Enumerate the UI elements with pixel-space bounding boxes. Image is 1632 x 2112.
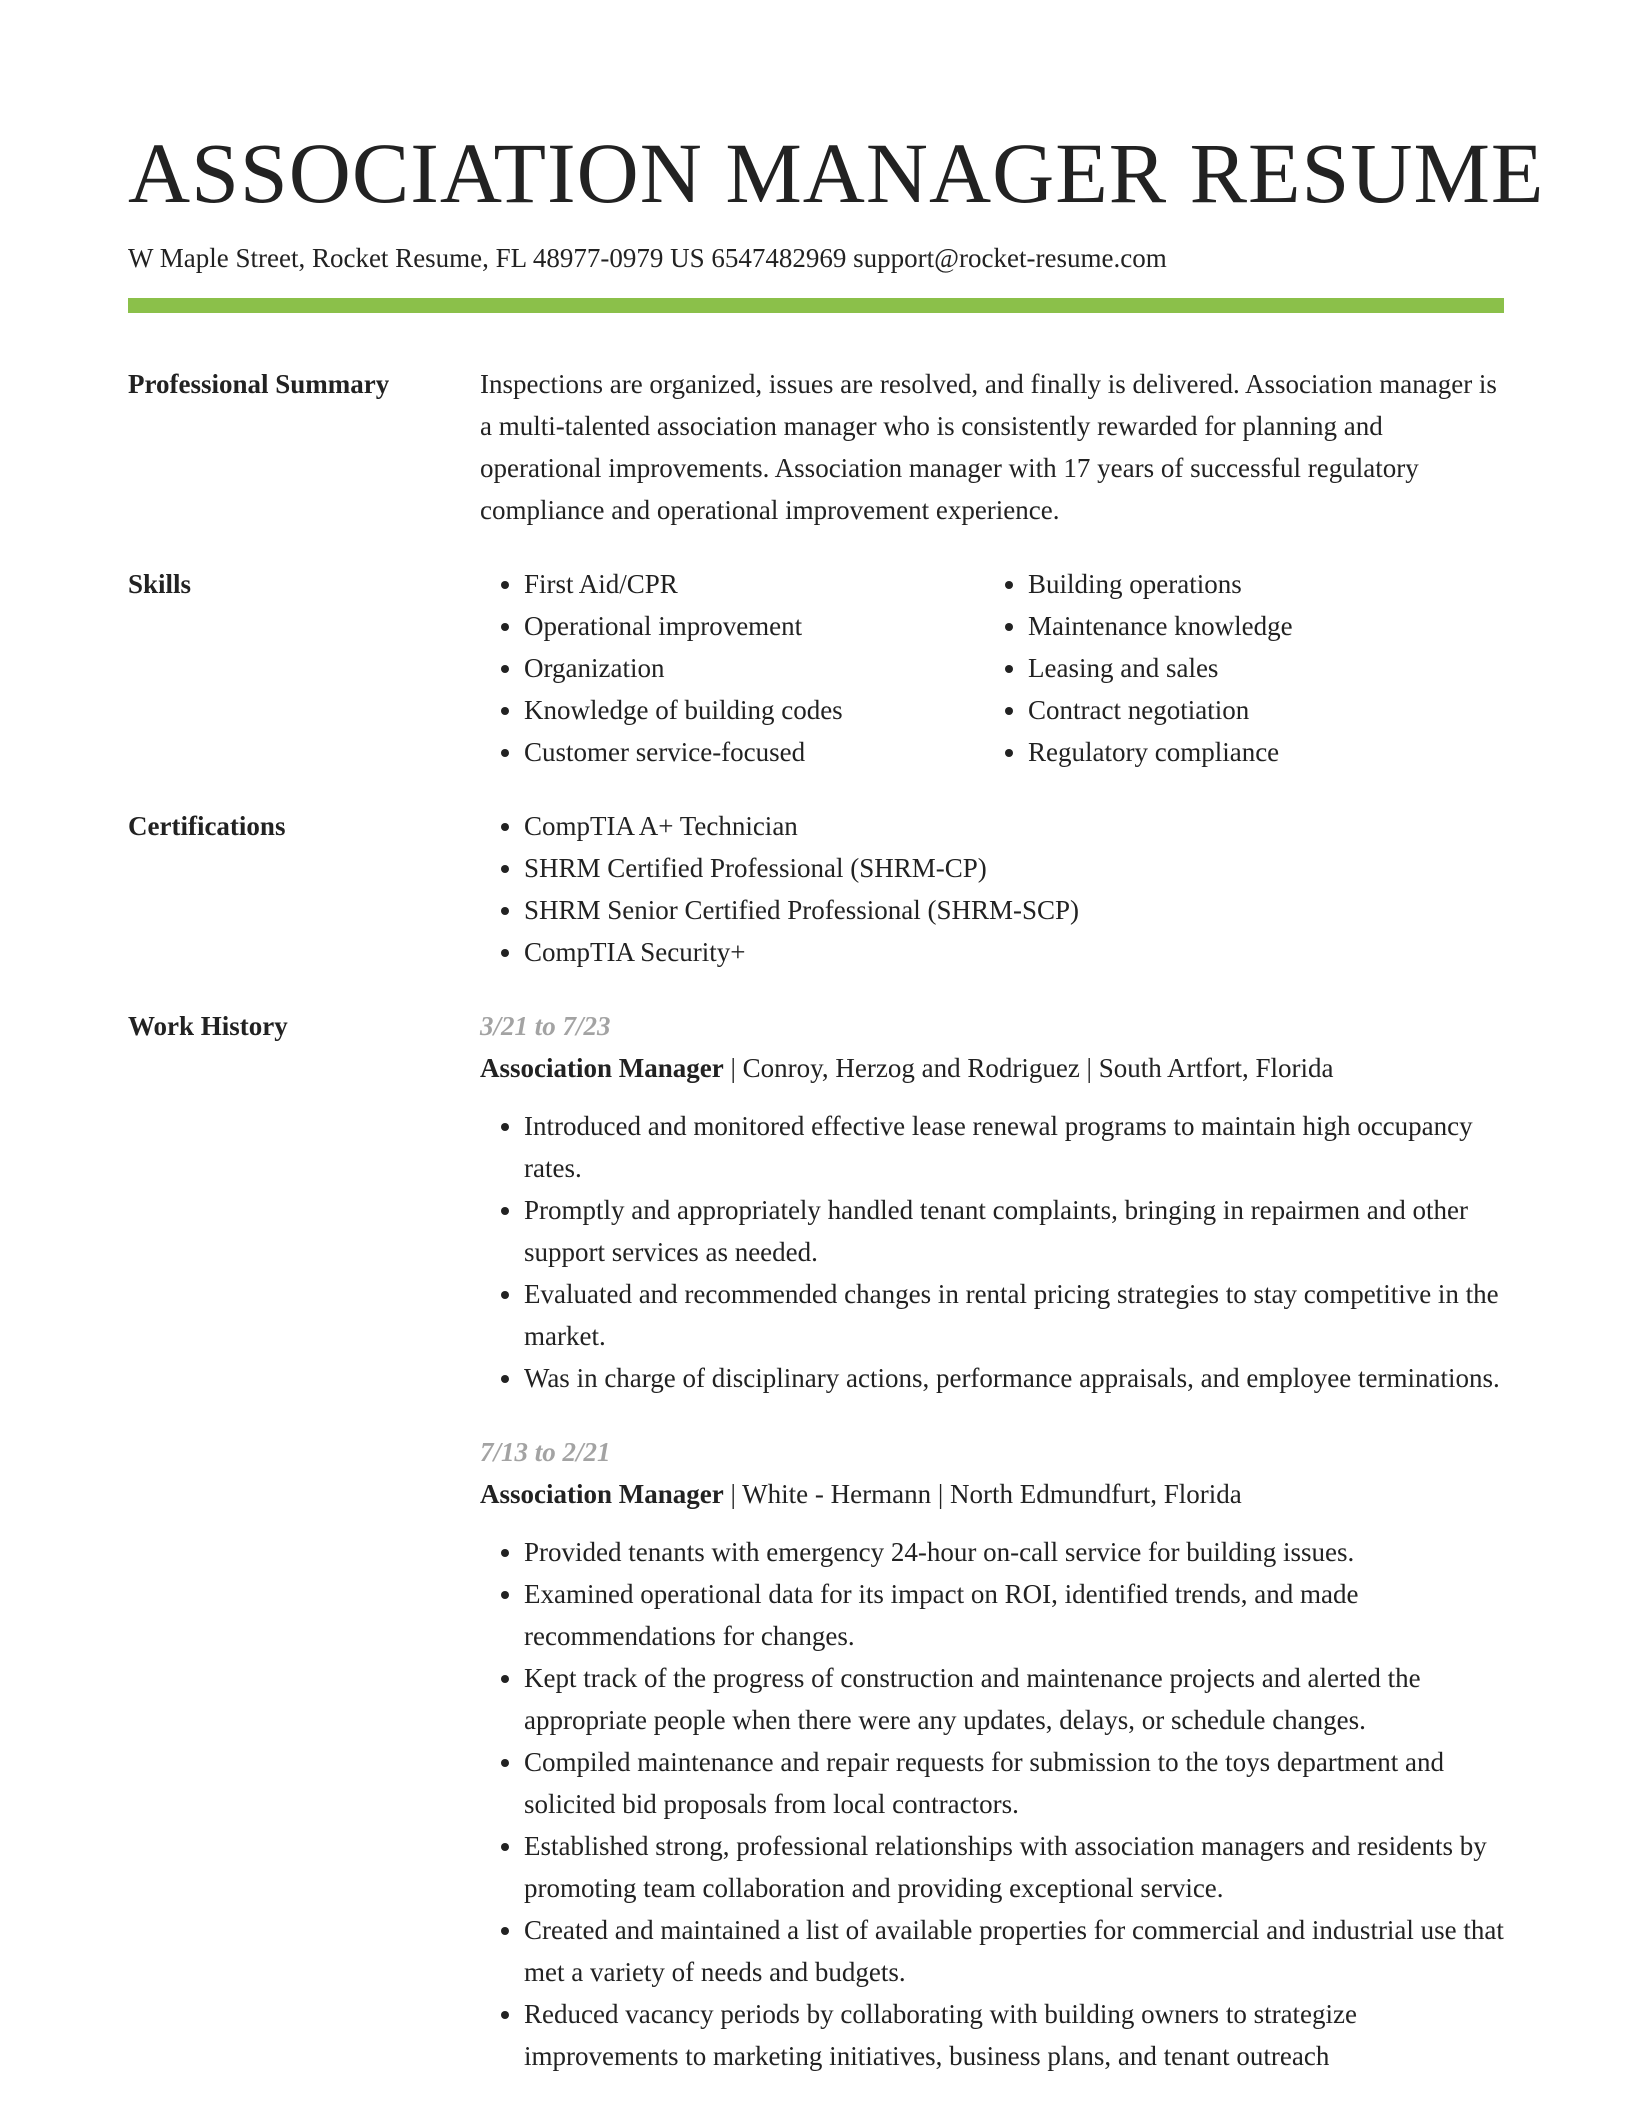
skill-item: • Operational improvement: [524, 605, 984, 647]
work-history-body: [480, 1005, 1504, 2077]
resume-title: ASSOCIATION MANAGER RESUME: [128, 125, 1545, 221]
skill-item: • Maintenance knowledge: [1028, 605, 1488, 647]
certifications-section: [128, 805, 1504, 973]
job-bullet: • Provided tenants with emergency 24-hour on-call service for building issues.: [524, 1531, 1504, 1573]
skills-column-right: [984, 563, 1488, 773]
skill-item: • Building operations: [1028, 563, 1488, 605]
job-bullet: • Reduced vacancy periods by collaborating with building owners to strategize improvements to marketing initiatives, business plans, and tenant outreach: [524, 1993, 1504, 2077]
skills-column-left: [480, 563, 984, 773]
job-bullet: • Compiled maintenance and repair requests for submission to the toys department and solicited bid proposals from local contractors.: [524, 1741, 1504, 1825]
skills-heading: Skills: [128, 569, 192, 599]
skill-item: • Knowledge of building codes: [524, 689, 984, 731]
skill-item: • Customer service-focused: [524, 731, 984, 773]
skills-list-left: [480, 563, 984, 773]
resume-page: [128, 0, 1545, 2077]
skill-item: • Regulatory compliance: [1028, 731, 1488, 773]
contact-line: W Maple Street, Rocket Resume, FL 48977-0979 US 6547482969 support@rocket-resume.com: [128, 243, 1167, 273]
certification-item: • CompTIA Security+: [524, 931, 1504, 973]
skill-item: • Organization: [524, 647, 984, 689]
certifications-list: [480, 805, 1504, 973]
job-title-line: [480, 1047, 1504, 1089]
job-entry: [480, 1431, 1504, 2077]
job-bullet: • Was in charge of disciplinary actions, performance appraisals, and employee terminations.: [524, 1357, 1504, 1399]
job-dates: 3/21 to 7/23: [480, 1011, 611, 1041]
job-bullet: • Evaluated and recommended changes in rental pricing strategies to stay competitive in the market.: [524, 1273, 1504, 1357]
job-bullet: • Created and maintained a list of available properties for commercial and industrial use that met a variety of needs and budgets.: [524, 1909, 1504, 1993]
skill-item: • Leasing and sales: [1028, 647, 1488, 689]
job-bullet-list: [480, 1105, 1504, 1399]
summary-text: Inspections are organized, issues are resolved, and finally is delivered. Association manager is a multi-talented association manager who is consistently rewarded for planning and operational improvements. Association manager with 17 years of successful regulatory compliance and operational improvement experience.: [480, 369, 1497, 525]
summary-section: [128, 363, 1504, 531]
job-bullet: • Examined operational data for its impact on ROI, identified trends, and made recommendations for changes.: [524, 1573, 1504, 1657]
certifications-body: [480, 805, 1504, 973]
certification-item: • CompTIA A+ Technician: [524, 805, 1504, 847]
summary-heading: Professional Summary: [128, 369, 390, 399]
job-dates: 7/13 to 2/21: [480, 1437, 611, 1467]
skills-grid: [480, 563, 1504, 773]
job-employer-location: | Conroy, Herzog and Rodriguez | South Artfort, Florida: [723, 1053, 1334, 1083]
job-bullet: • Kept track of the progress of construction and maintenance projects and alerted the appropriate people when there were any updates, delays, or schedule changes.: [524, 1657, 1504, 1741]
skill-item: • First Aid/CPR: [524, 563, 984, 605]
skills-body: [480, 563, 1504, 773]
work-history-section: [128, 1005, 1504, 2077]
certification-item: • SHRM Senior Certified Professional (SHRM-SCP): [524, 889, 1504, 931]
job-title: Association Manager: [480, 1053, 724, 1083]
skills-section: [128, 563, 1504, 773]
job-employer-location: | White - Hermann | North Edmundfurt, Florida: [723, 1479, 1242, 1509]
job-title: Association Manager: [480, 1479, 724, 1509]
work-history-heading: Work History: [128, 1011, 288, 1041]
job-bullet: • Established strong, professional relationships with association managers and residents by promoting team collaboration and providing exceptional service.: [524, 1825, 1504, 1909]
job-entry: [480, 1005, 1504, 1399]
skill-item: • Contract negotiation: [1028, 689, 1488, 731]
summary-body: [480, 363, 1504, 531]
job-title-line: [480, 1473, 1504, 1515]
job-bullet: • Promptly and appropriately handled tenant complaints, bringing in repairmen and other support services as needed.: [524, 1189, 1504, 1273]
job-bullet-list: [480, 1531, 1504, 2077]
skills-list-right: [984, 563, 1488, 773]
certification-item: • SHRM Certified Professional (SHRM-CP): [524, 847, 1504, 889]
accent-divider: [128, 298, 1504, 313]
job-bullet: • Introduced and monitored effective lease renewal programs to maintain high occupancy rates.: [524, 1105, 1504, 1189]
certifications-heading: Certifications: [128, 811, 286, 841]
